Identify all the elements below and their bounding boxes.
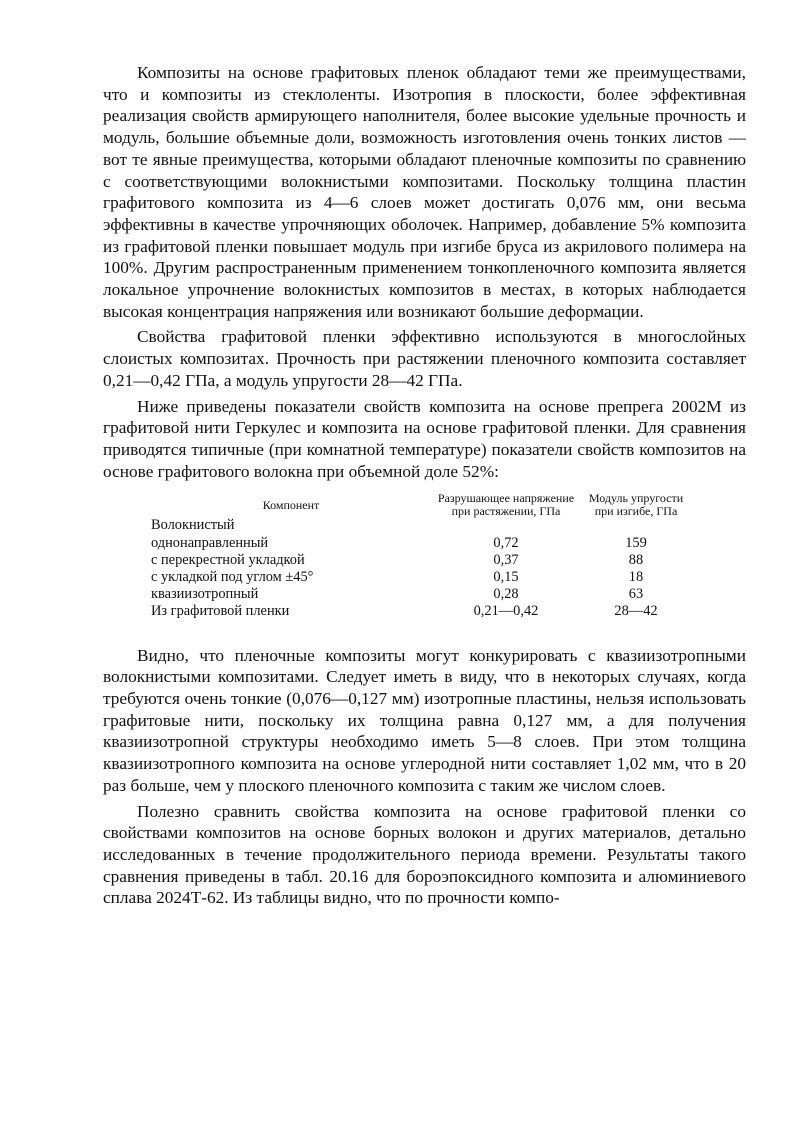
group-label: Волокнистый [151,517,235,534]
table-row [151,552,691,569]
paragraph-4: Видно, что пленочные композиты могут конкурировать с квазиизотропными волокнистыми композитами. Следует иметь в виду, что в некоторых случаях, когда требуются очень тонкие (0,076—0,127 мм) изотропные пластины, нельзя использовать графитовые нити, поскольку их толщина равна 0,127 мм, а для получения квазиизотропной структуры необходимо иметь 5—8 слоев. При этом толщина квазиизотропного композита на основе углеродной нити составляет 1,02 мм, что в 20 раз больше, чем у плоского пленочного композита с таким же числом слоев. [103,645,746,795]
row-name: с укладкой под углом ±45° [151,568,314,585]
paragraph-1: Композиты на основе графитовых пленок обладают теми же преимуществами, что и композиты из стеклоленты. Изотропия в плоскости, более эффективная реализация свойств армирующего наполнителя, более высокие удельные прочность и модуль, большие объемные доли, возможность изготовления очень тонких листов — вот те явные преимущества, которыми обладают пленочные композиты по сравнению с соответствующими волокнистыми композитами. Поскольку толщина пластин графитового композита из 4—6 слоев может достигать 0,076 мм, они весьма эффективны в качестве упрочняющих оболочек. Например, добавление 5% композита из графитовой пленки повышает модуль при изгибе бруса из акрилового полимера на 100%. Другим распространенным применением тонкопленочного композита является локальное упрочнение волокнистых композитов в местах, в которых наблюдается высокая концентрация напряжения или возникают большие деформации. [103,63,746,321]
properties-table [151,492,691,620]
header-modulus: Модуль упругости при изгибе, ГПа [588,491,684,518]
row-strength: 0,72 [493,534,519,551]
header-component: Компонент [262,497,320,512]
row-modulus: 28—42 [614,603,658,620]
table-row [151,569,691,586]
document-page [103,62,746,909]
paragraph-2: Свойства графитовой пленки эффективно используются в многослойных слоистых композитах. Прочность при растяжении пленочного композита составляет 0,21—0,42 ГПа, а модуль упругости 28—42 ГПа. [103,327,746,390]
row-strength: 0,28 [493,586,519,603]
table-row [151,586,691,603]
paragraph-5: Полезно сравнить свойства композита на основе графитовой пленки со свойствами композитов на основе борных волокон и других материалов, детально исследованных в течение продолжительного периода времени. Результаты такого сравнения приведены в табл. 20.16 для бороэпоксидного композита и алюминиевого сплава 2024Т-62. Из таблицы видно, что по прочности компо- [103,801,746,908]
table-row [151,603,691,620]
row-name: с перекрестной укладкой [151,551,305,568]
header-strength: Разрушающее напряжение при растяжении, ГПа [437,491,575,518]
paragraph-3: Ниже приведены показатели свойств композита на основе препрега 2002М из графитовой нити Геркулес и композита на основе графитовой пленки. Для сравнения приводятся типичные (при комнатной температуре) показатели свойств композитов на основе графитового волокна при объемной доле 52%: [103,396,746,481]
row-modulus: 88 [628,551,644,568]
row-modulus: 159 [625,534,647,551]
row-strength: 0,15 [493,568,519,585]
row-strength: 0,37 [493,551,519,568]
table-header-row [151,492,691,517]
row-name: однонаправленный [151,534,269,551]
table-group-row [151,517,691,534]
row-modulus: 18 [628,568,644,585]
row-name: Из графитовой пленки [151,603,290,620]
table-row [151,535,691,552]
row-modulus: 63 [628,586,644,603]
row-strength: 0,21—0,42 [473,603,539,620]
row-name: квазиизотропный [151,586,259,603]
